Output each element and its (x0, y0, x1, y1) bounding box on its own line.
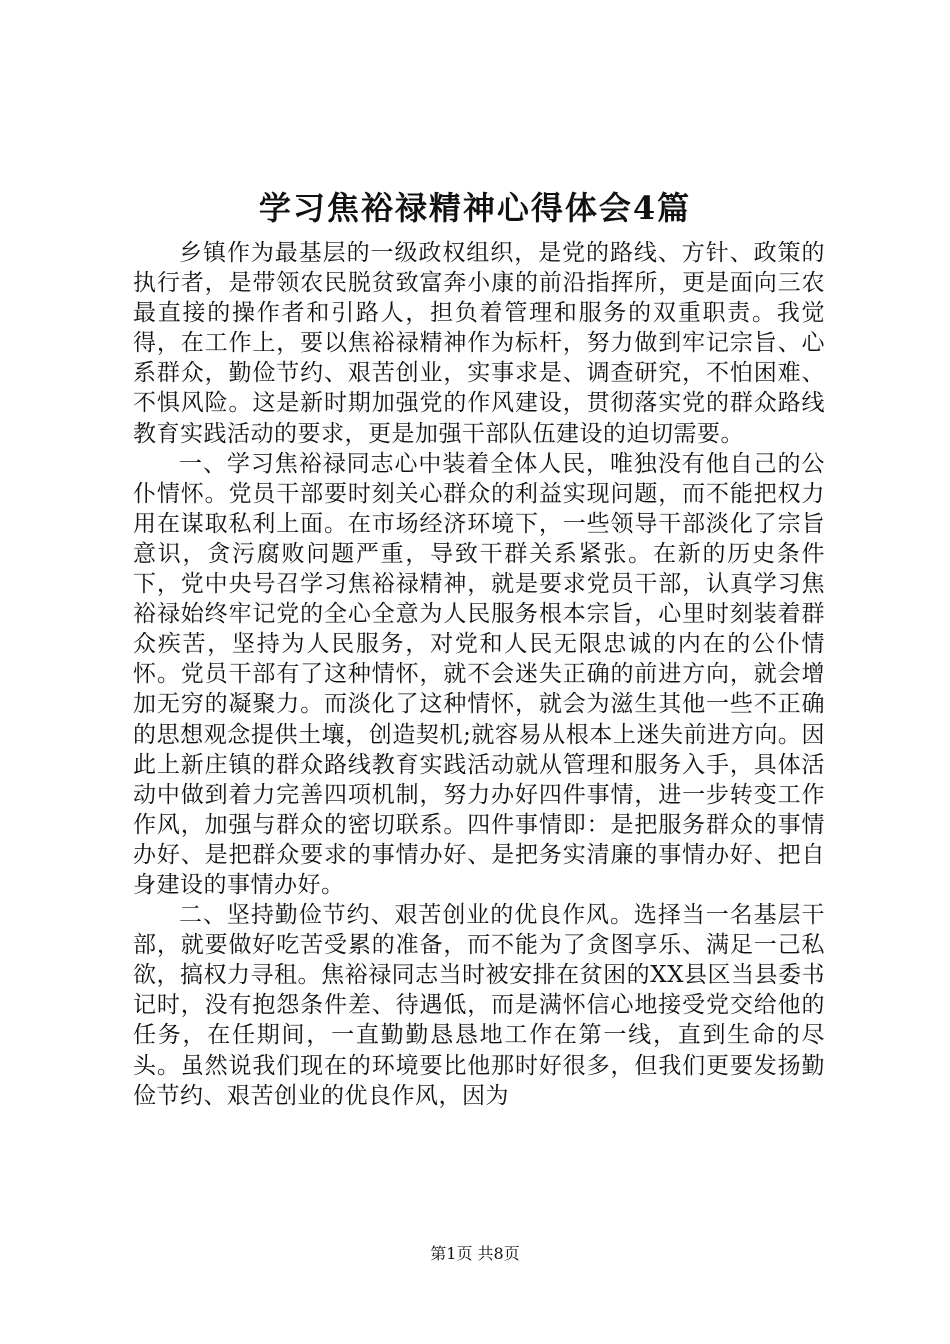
document-body (133, 238, 825, 1111)
paragraph-section-two: 二、坚持勤俭节约、艰苦创业的优良作风。选择当一名基层干部，就要做好吃苦受累的准备，而不能为了贪图享乐、满足一己私欲，搞权力寻租。焦裕禄同志当时被安排在贫困的XX县区当县委书记时，没有抱怨条件差、待遇低，而是满怀信心地接受党交给他的任务，在任期间，一直勤勤恳恳地工作在第一线，直到生命的尽头。虽然说我们现在的环境要比他那时好很多，但我们更要发扬勤俭节约、艰苦创业的优良作风，因为 (133, 902, 825, 1109)
page-footer (0, 1243, 950, 1265)
page-number: 第1页 共8页 (430, 1244, 520, 1263)
paragraph-section-one: 一、学习焦裕禄同志心中装着全体人民，唯独没有他自己的公仆情怀。党员干部要时刻关心群众的利益实现问题，而不能把权力用在谋取私利上面。在市场经济环境下，一些领导干部淡化了宗旨意识，贪污腐败问题严重，导致干群关系紧张。在新的历史条件下，党中央号召学习焦裕禄精神，就是要求党员干部，认真学习焦裕禄始终牢记党的全心全意为人民服务根本宗旨，心里时刻装着群众疾苦，坚持为人民服务，对党和人民无限忠诚的内在的公仆情怀。党员干部有了这种情怀，就不会迷失正确的前进方向，就会增加无穷的凝聚力。而淡化了这种情怀，就会为滋生其他一些不正确的思想观念提供土壤，创造契机;就容易从根本上迷失前进方向。因此上新庄镇的群众路线教育实践活动就从管理和服务入手，具体活动中做到着力完善四项机制，努力办好四件事情，进一步转变工作作风，加强与群众的密切联系。四件事情即：是把服务群众的事情办好、是把群众要求的事情办好、是把务实清廉的事情办好、把自身建设的事情办好。 (133, 450, 825, 898)
document-title: 学习焦裕禄精神心得体会4篇 (258, 189, 692, 227)
paragraph-intro: 乡镇作为最基层的一级政权组织，是党的路线、方针、政策的执行者，是带领农民脱贫致富奔小康的前沿指挥所，更是面向三农最直接的操作者和引路人，担负着管理和服务的双重职责。我觉得，在工作上，要以焦裕禄精神作为标杆，努力做到牢记宗旨、心系群众，勤俭节约、艰苦创业，实事求是、调查研究，不怕困难、不惧风险。这是新时期加强党的作风建设，贯彻落实党的群众路线教育实践活动的要求，更是加强干部队伍建设的迫切需要。 (133, 240, 825, 447)
